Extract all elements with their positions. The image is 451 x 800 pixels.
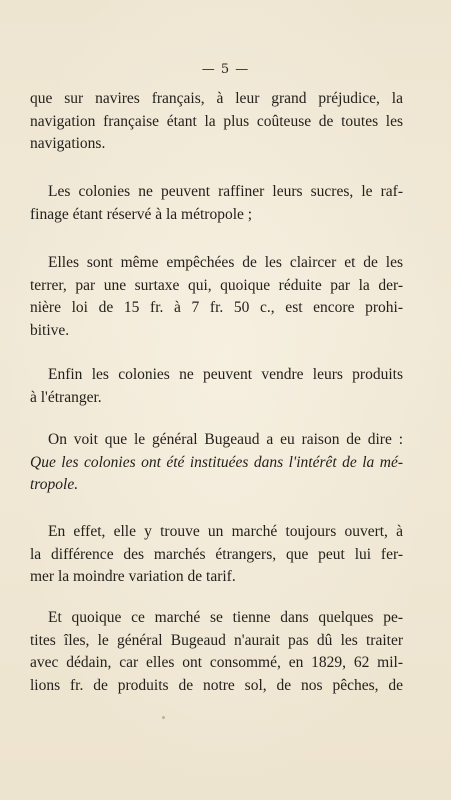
text-line: lions fr. de produits de notre sol, de nos pêches, de bbox=[30, 676, 403, 694]
paragraph-7 bbox=[30, 607, 403, 697]
text-line: En effet, elle y trouve un marché toujours ouvert, à bbox=[48, 523, 403, 540]
text-line: terrer, par une surtaxe qui, quoique réduite par la der- bbox=[30, 276, 403, 294]
text-line: la différence des marchés étrangers, que peut lui fer- bbox=[30, 545, 403, 563]
text-line: que sur navires français, à leur grand préjudice, la bbox=[30, 90, 403, 107]
text-line: bitive. bbox=[30, 321, 70, 339]
text-line: avec dédain, car elles ont consommé, en 1829, 62 mil- bbox=[30, 654, 403, 671]
text-line: Elles sont même empêchées de les claircer et de les bbox=[48, 254, 403, 271]
paragraph-2 bbox=[30, 181, 403, 226]
paragraph-5 bbox=[30, 429, 403, 497]
text-line: navigation française étant la plus coûteuse de toutes les bbox=[30, 112, 403, 130]
page-number: — 5 — bbox=[201, 62, 250, 77]
text-line: navigations. bbox=[30, 135, 106, 152]
text-line: Enfin les colonies ne peuvent vendre leurs produits bbox=[48, 366, 403, 383]
paragraph-1 bbox=[30, 88, 403, 156]
paragraph-3 bbox=[30, 252, 403, 342]
text-line: On voit que le général Bugeaud a eu raison de dire : bbox=[48, 431, 403, 448]
text-line: finage étant réservé à la métropole ; bbox=[30, 205, 253, 223]
paragraph-6 bbox=[30, 521, 403, 589]
paper-speck bbox=[162, 716, 165, 719]
text-line: tites îles, le général Bugeaud n'aurait pas dû les traiter bbox=[30, 631, 403, 649]
text-line-italic: tropole. bbox=[30, 476, 79, 493]
text-line: Les colonies ne peuvent raffiner leurs sucres, le raf- bbox=[48, 183, 403, 200]
text-line: Et quoique ce marché se tienne dans quelques pe- bbox=[48, 609, 403, 626]
text-line: nière loi de 15 fr. à 7 fr. 50 c., est encore prohi- bbox=[30, 299, 403, 316]
text-line: à l'étranger. bbox=[30, 388, 102, 406]
text-line: mer la moindre variation de tarif. bbox=[30, 568, 236, 585]
paragraph-4 bbox=[30, 364, 403, 409]
text-line-italic: Que les colonies ont été instituées dans l'intérêt de la mé- bbox=[30, 453, 403, 471]
